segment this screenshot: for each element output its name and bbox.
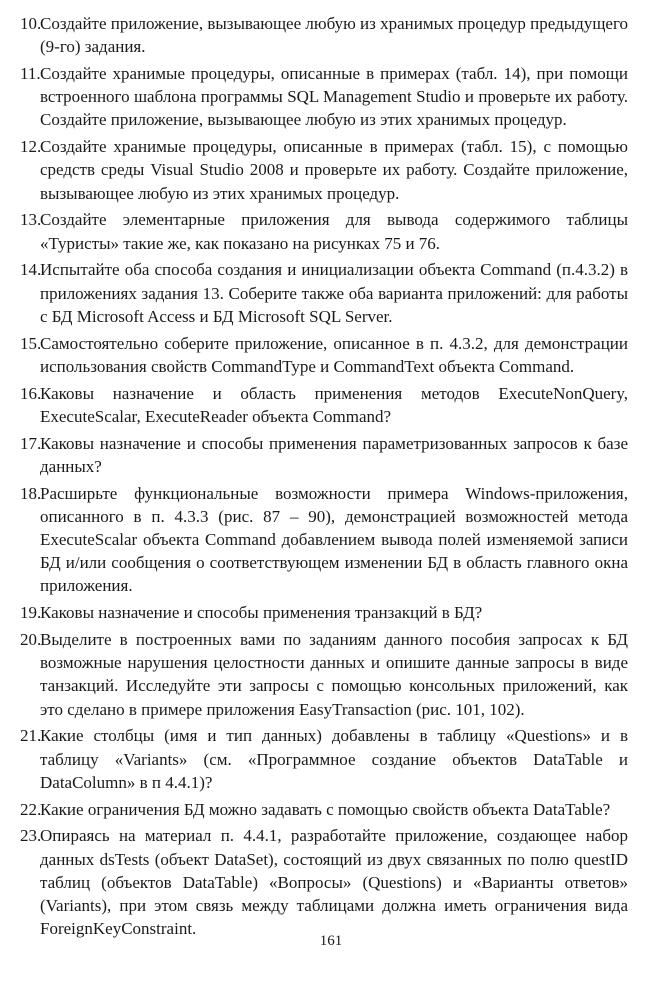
item-number: 19.	[20, 603, 42, 623]
item-number: 10.	[20, 14, 42, 33]
list-item	[20, 62, 628, 132]
item-number: 15.	[20, 333, 42, 353]
item-number: 18.	[20, 483, 42, 503]
item-text: Какие ограничения БД можно задавать с помощью свойств объекта DataTable?	[40, 799, 611, 819]
item-number: 22.	[20, 799, 42, 819]
item-text: Создайте приложение, вызывающее любую из хранимых процедур предыдущего (9-го) задания.	[40, 14, 629, 57]
item-number: 23.	[20, 826, 42, 846]
item-number: 13.	[20, 210, 42, 230]
list-item	[20, 135, 628, 205]
list-item	[20, 432, 628, 478]
list-item	[20, 382, 628, 428]
list-item	[20, 628, 628, 721]
item-text: Каковы назначение и область применения методов ExecuteNonQuery, ExecuteScalar, ExecuteReader объекта Command?	[40, 383, 628, 426]
item-text: Создайте элементарные приложения для вывода содержимого таблицы «Туристы» такие же, как показано на рисунках 75 и 76.	[40, 210, 628, 253]
item-text: Какие столбцы (имя и тип данных) добавлены в таблицу «Questions» и в таблицу «Variants» (см. «Программное создание объектов DataTable и DataColumn» в п 4.4.1)?	[40, 726, 628, 792]
item-number: 21.	[20, 726, 42, 746]
item-number: 14.	[20, 260, 42, 280]
item-number: 16.	[20, 383, 42, 403]
list-item	[20, 601, 628, 624]
list-item	[20, 482, 628, 598]
item-text: Каковы назначение и способы применения транзакций в БД?	[40, 603, 483, 623]
item-text: Испытайте оба способа создания и инициализации объекта Command (п.4.3.2) в приложениях задания 13. Соберите также оба варианта приложений: для работы с БД Microsoft Access и БД Microsoft SQL Server.	[40, 260, 628, 326]
page-number: 161	[319, 933, 343, 949]
exercise-list	[20, 12, 628, 944]
item-text: Создайте хранимые процедуры, описанные в примерах (табл. 14), при помощи встроенного шаблона программы SQL Management Studio и проверьте их работу. Создайте приложение, вызывающее любую из этих хранимых процедур.	[40, 64, 628, 130]
list-item	[20, 208, 628, 254]
item-number: 12.	[20, 137, 42, 157]
list-item	[20, 332, 628, 378]
list-item	[20, 798, 628, 821]
item-text: Каковы назначение и способы применения параметризованных запросов к базе данных?	[40, 433, 628, 476]
list-item	[20, 258, 628, 328]
item-text: Создайте хранимые процедуры, описанные в примерах (табл. 15), с помощью средств среды Visual Studio 2008 и проверьте их работу. Создайте приложение, вызывающее любую из этих хранимых процедур.	[40, 137, 628, 203]
item-text: Самостоятельно соберите приложение, описанное в п. 4.3.2, для демонстрации использования свойств CommandType и CommandText объекта Command.	[40, 333, 628, 376]
list-item	[20, 824, 628, 940]
item-text: Выделите в построенных вами по заданиям данного пособия запросах к БД возможные нарушения целостности данных и опишите данные запросы в виде танзакций. Исследуйте эти запросы с помощью консольных приложений, как это сделано в примере приложения EasyTransaction (рис. 101, 102).	[40, 630, 628, 719]
item-text: Расширьте функциональные возможности примера Windows-приложения, описанного в п. 4.3.3 (рис. 87 – 90), демонстрацией возможностей метода ExecuteScalar объекта Command добавлением вывода полей изменяемой записи БД и/или сообщения о соответствующем изменении БД в область главного окна приложения.	[40, 483, 628, 596]
item-number: 20.	[20, 630, 42, 650]
list-item	[20, 12, 628, 58]
list-item	[20, 724, 628, 794]
item-number: 11.	[20, 64, 41, 83]
item-text: Опираясь на материал п. 4.4.1, разработайте приложение, создающее набор данных dsTests (объект DataSet), состоящий из двух связанных по полю questID таблиц (объектов DataTable) «Вопросы» (Questions) и «Варианты ответов» (Variants), при этом связь между таблицами должна иметь ограничения вида ForeignKeyConstraint.	[40, 826, 628, 939]
item-number: 17.	[20, 433, 42, 453]
